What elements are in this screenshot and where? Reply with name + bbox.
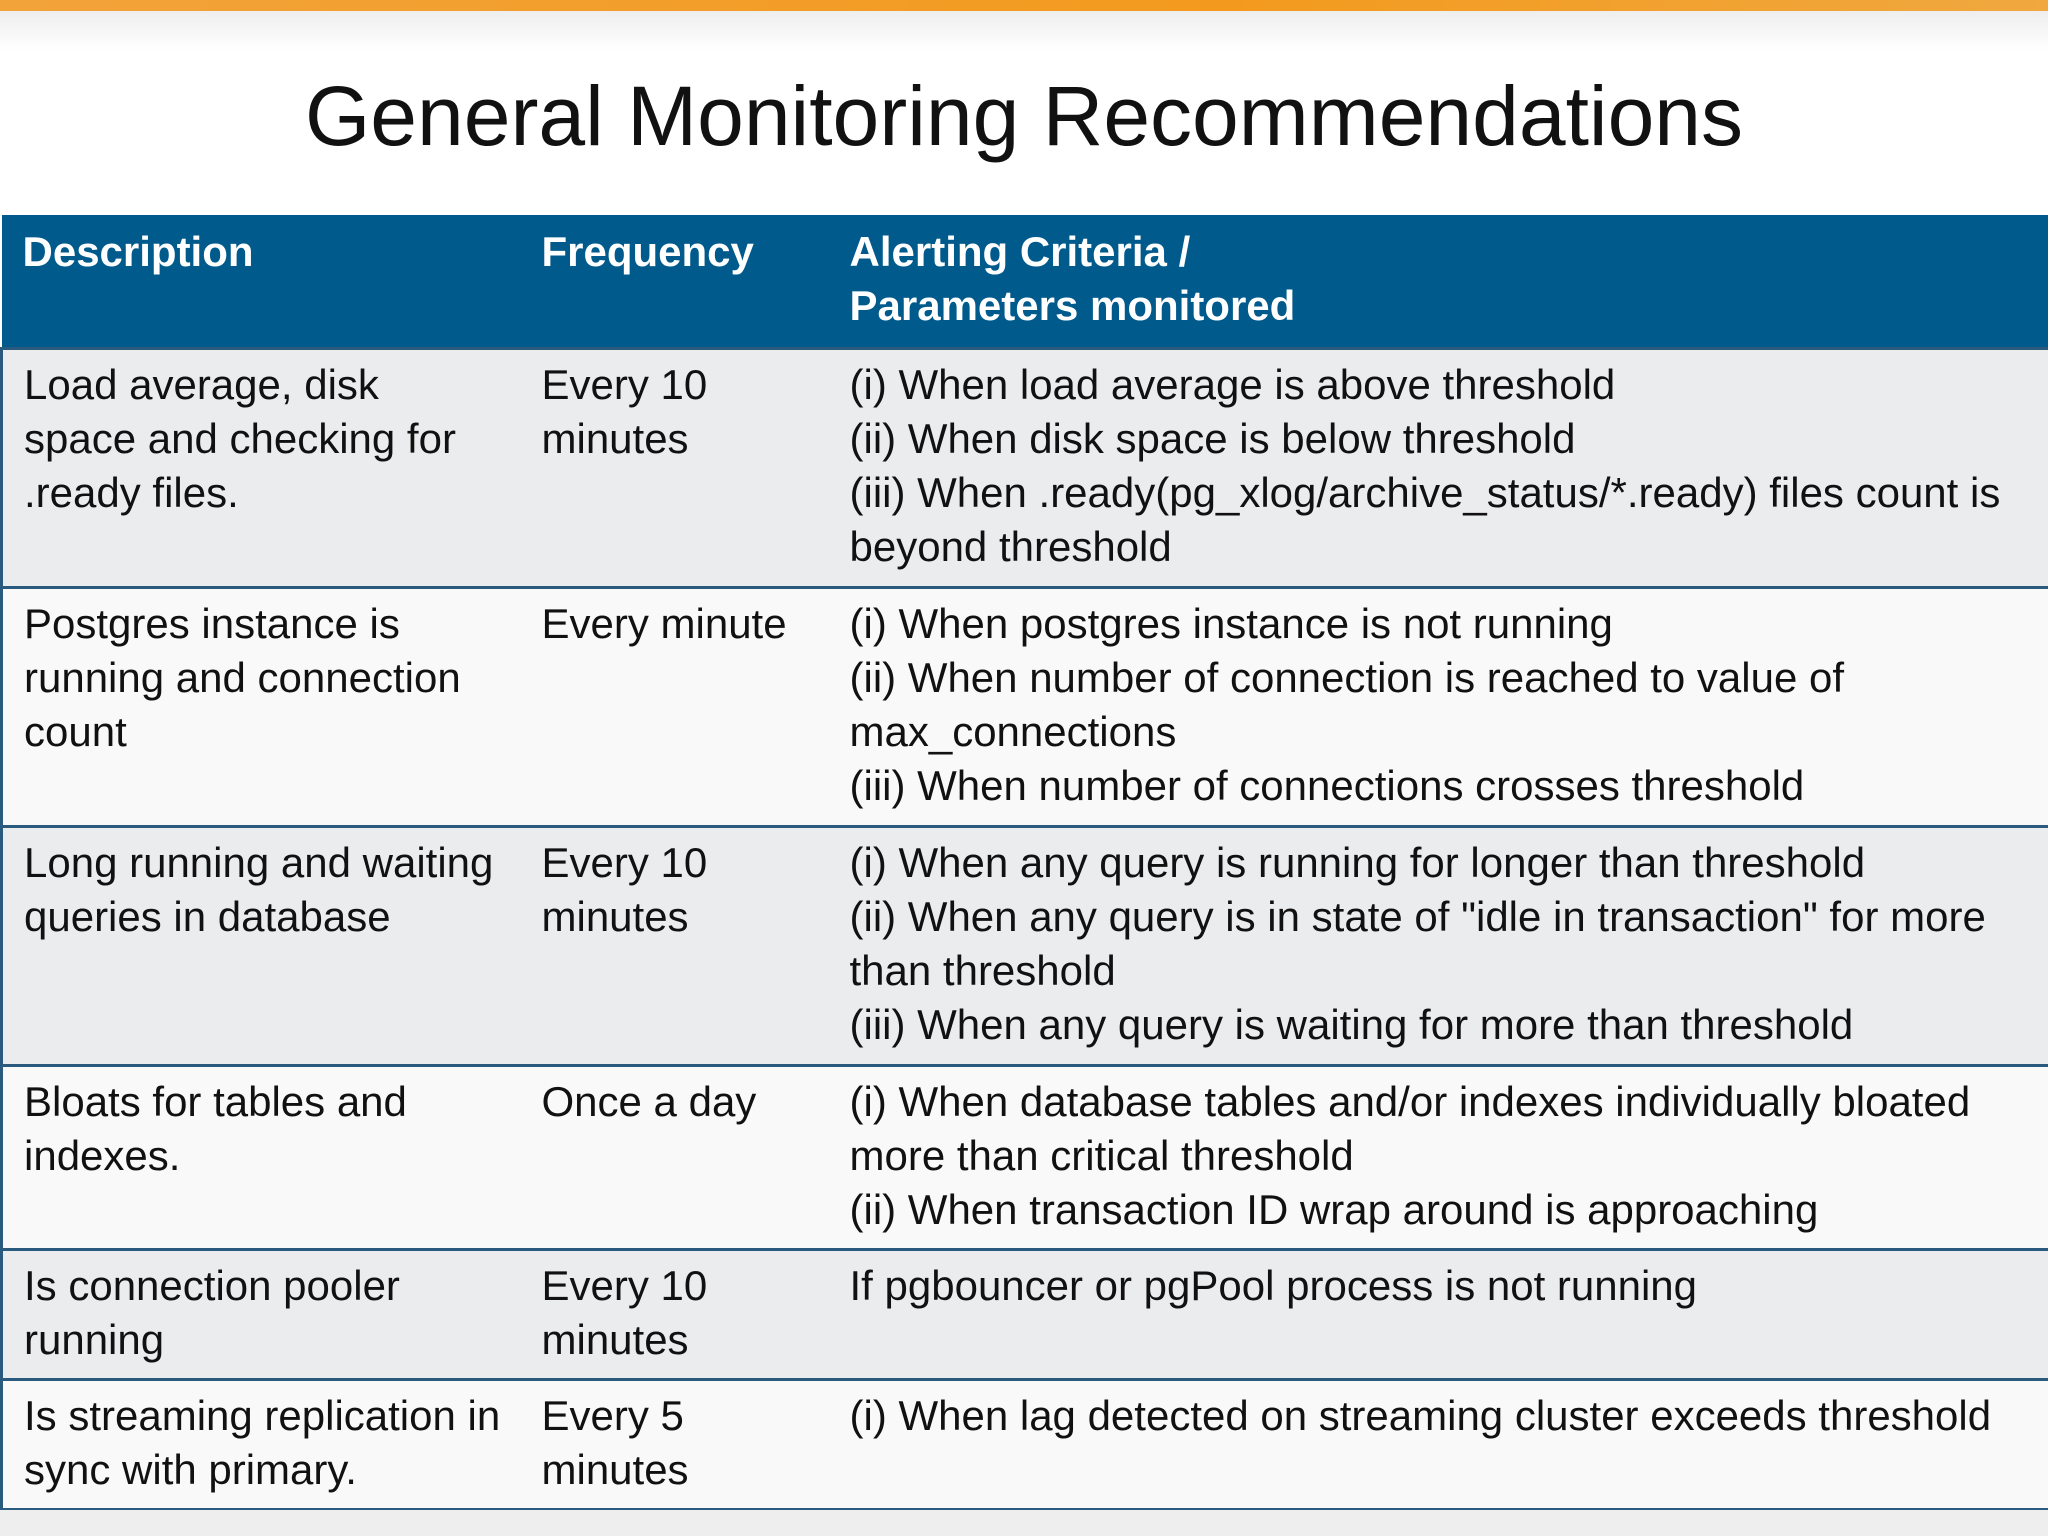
- table-row: [2, 827, 2048, 1066]
- top-bar-shadow: [0, 11, 2048, 51]
- row-description: Bloats for tables and indexes.: [2, 1066, 521, 1250]
- top-accent-bar: [0, 0, 2048, 11]
- slide-title: General Monitoring Recommendations: [304, 69, 1744, 163]
- row-frequency: Every 10 minutes: [521, 1250, 829, 1380]
- table-row: [2, 588, 2048, 827]
- table-row: [2, 349, 2048, 588]
- row-frequency: Once a day: [521, 1066, 829, 1250]
- criteria-item: (ii) When transaction ID wrap around is approaching: [849, 1186, 1819, 1233]
- bottom-band: [0, 1510, 2048, 1536]
- row-description: Is connection pooler running: [2, 1250, 521, 1380]
- criteria-item: (iii) When number of connections crosses threshold: [849, 762, 1805, 809]
- row-frequency: Every minute: [521, 588, 829, 827]
- row-criteria: [829, 1380, 2048, 1510]
- header-alerting-criteria: [829, 215, 2048, 349]
- table-row: [2, 1066, 2048, 1250]
- criteria-item: (i) When postgres instance is not running: [849, 600, 1613, 647]
- row-frequency: Every 5 minutes: [521, 1380, 829, 1510]
- header-description: Description: [2, 215, 521, 349]
- table-header-row: [2, 215, 2048, 349]
- row-criteria: [829, 588, 2048, 827]
- row-criteria: [829, 349, 2048, 588]
- header-criteria-line-1: Alerting Criteria /: [849, 228, 1191, 275]
- row-criteria: [829, 1250, 2048, 1380]
- row-frequency: Every 10 minutes: [521, 827, 829, 1066]
- criteria-item: (ii) When number of connection is reached to value of max_connections: [849, 654, 1845, 755]
- row-description: Long running and waiting queries in database: [2, 827, 521, 1066]
- criteria-item: (i) When database tables and/or indexes individually bloated more than critical threshold: [849, 1078, 1971, 1179]
- row-description: Is streaming replication in sync with primary.: [2, 1380, 521, 1510]
- criteria-item: (iii) When any query is waiting for more than threshold: [849, 1001, 1854, 1048]
- row-criteria: [829, 827, 2048, 1066]
- criteria-item: (iii) When .ready(pg_xlog/archive_status/*.ready) files count is beyond threshold: [849, 469, 2001, 570]
- criteria-item: (ii) When disk space is below threshold: [849, 415, 1576, 462]
- header-frequency: Frequency: [521, 215, 829, 349]
- row-frequency: Every 10 minutes: [521, 349, 829, 588]
- criteria-item: (i) When load average is above threshold: [849, 361, 1616, 408]
- criteria-item: If pgbouncer or pgPool process is not running: [849, 1262, 1698, 1309]
- header-criteria-line-2: Parameters monitored: [849, 282, 1296, 329]
- row-criteria: [829, 1066, 2048, 1250]
- criteria-item: (i) When any query is running for longer than threshold: [849, 839, 1866, 886]
- table-row: [2, 1380, 2048, 1510]
- table-row: [2, 1250, 2048, 1380]
- row-description: Postgres instance is running and connection count: [2, 588, 521, 827]
- monitoring-table: [0, 215, 2048, 1511]
- row-description: Load average, disk space and checking for .ready files.: [2, 349, 521, 588]
- criteria-item: (ii) When any query is in state of "idle in transaction" for more than threshold: [849, 893, 1986, 994]
- monitoring-table-container: [0, 215, 2048, 1511]
- criteria-item: (i) When lag detected on streaming cluster exceeds threshold: [849, 1392, 1992, 1439]
